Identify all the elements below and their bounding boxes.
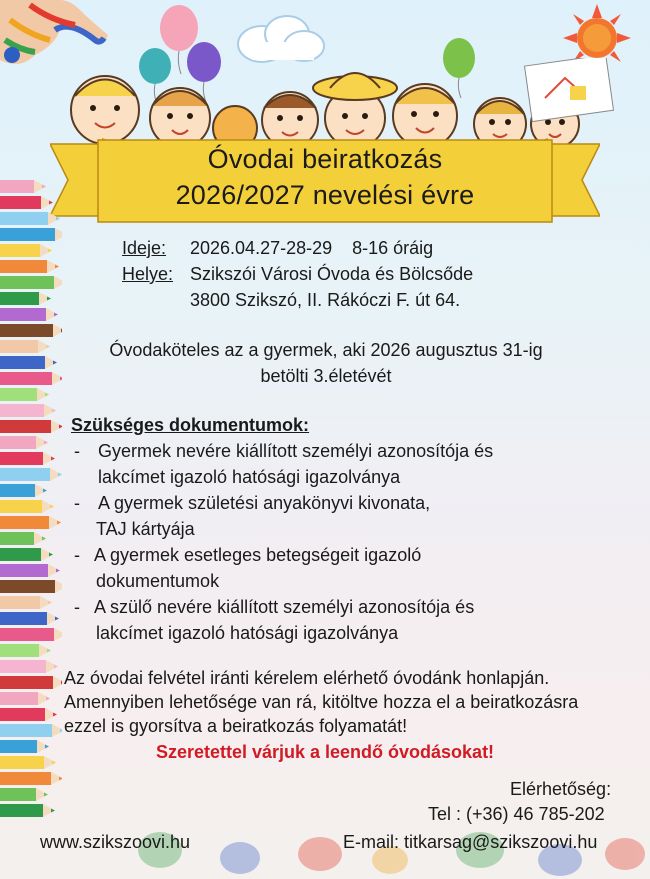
pencil [0,356,45,369]
pencil-lead [55,617,59,621]
list-item-line1: Gyermek nevére kiállított személyi azonosítója és [98,441,494,461]
list-item-line2: lakcímet igazoló hatósági igazolványa [98,467,401,487]
contact-phone[interactable]: Tel : (+36) 46 785-202 [428,804,605,824]
list-item-line2: lakcímet igazoló hatósági igazolványa [96,623,399,643]
pencil-lead [53,361,57,365]
pencil [0,420,51,433]
pencil [0,292,39,305]
pencil-lead [54,313,58,317]
pencil-lead [42,185,46,189]
pencil-lead [47,649,51,653]
pencil-tip [54,276,62,289]
place-value-name: Szikszói Városi Óvoda és Bölcsőde [190,264,474,284]
info-line-3: ezzel is gyorsítva a beiratkozás folyamatát! [64,716,408,736]
pencil [0,404,44,417]
pencil [0,468,50,481]
pencil-lead [45,745,49,749]
pencil [0,628,54,641]
welcome-text: Szeretettel várjuk a leendő óvodásokat! [155,742,495,762]
pencil-tip [55,228,62,241]
pencil [0,500,42,513]
obligation-line-2: betölti 3.életévét [260,366,392,386]
title-line-2: 2026/2027 nevelési évre [175,180,475,210]
pencil-lead [48,601,52,605]
pencil [0,548,41,561]
pencil-lead [59,777,62,781]
pencil-lead [53,713,57,717]
pencil [0,340,38,353]
pencil [0,612,47,625]
pencil-lead [60,377,62,381]
pencil-lead [51,809,55,813]
pencil-tip [53,676,62,689]
pencil [0,276,54,289]
pencil-lead [61,681,62,685]
list-item-line1: A gyermek esetleges betegségeit igazoló [94,545,422,565]
pencil-lead [58,473,62,477]
pencil [0,756,44,769]
list-dash: - [74,441,80,461]
pencil [0,804,43,817]
list-item-line2: dokumentumok [96,571,220,591]
pencil-lead [52,409,56,413]
pencil [0,564,48,577]
pencil [0,724,52,737]
pencil-lead [52,761,56,765]
pencil [0,260,47,273]
pencil-lead [61,329,62,333]
pencil [0,452,43,465]
pencil-lead [46,697,50,701]
list-dash: - [74,545,80,565]
pencil [0,596,40,609]
website-link[interactable]: www.szikszoovi.hu [40,832,191,852]
pencil [0,436,36,449]
pencil-lead [56,569,60,573]
pencil [0,484,35,497]
pencil [0,708,45,721]
pencil-lead [60,729,62,733]
pencil-lead [51,457,55,461]
pencil [0,788,36,801]
pencil-lead [57,521,61,525]
pencils-illustration [0,180,62,820]
pencil [0,772,51,785]
pencil [0,676,53,689]
pencil-lead [46,345,50,349]
pencil [0,372,52,385]
place-value-address: 3800 Szikszó, II. Rákóczi F. út 64. [190,290,461,310]
pencil-lead [59,425,62,429]
obligation-text [70,339,582,388]
info-line-2: Amennyiben lehetősége van rá, kitöltve hozza el a beiratkozásra [64,692,579,712]
pencil-lead [45,393,49,397]
list-dash: - [74,493,80,513]
pencil-lead [49,201,53,205]
place-label: Helye: [122,264,174,284]
pencil [0,644,39,657]
pencil-lead [43,489,47,493]
obligation-line-1: Óvodaköteles az a gyermek, aki 2026 augusztus 31-ig [109,340,543,360]
pencil-lead [42,537,46,541]
page-title [100,141,550,221]
pencil-lead [49,553,53,557]
list-item-line1: A szülő nevére kiállított személyi azonosítója és [94,597,475,617]
pencil-lead [56,217,60,221]
pencil [0,180,34,193]
info-line-1: Az óvodai felvétel iránti kérelem elérhető óvodánk honlapján. [64,668,550,688]
pencil [0,196,41,209]
cloud-icon [232,12,328,64]
pencil [0,660,46,673]
list-dash: - [74,597,80,617]
date-label: Ideje: [122,238,167,258]
pencil-lead [44,441,48,445]
info-text [64,666,624,738]
pencil-tip [54,628,62,641]
pencil-lead [50,505,54,509]
pencil [0,308,46,321]
title-line-1: Óvodai beiratkozás [207,144,443,174]
pencil-lead [54,665,58,669]
date-value: 2026.04.27-28-29 8-16 óráig [190,238,434,258]
contact-email[interactable]: E-mail: titkarsag@szikszoovi.hu [343,832,598,852]
pencil [0,740,37,753]
pencil [0,516,49,529]
pencil-tip [55,580,62,593]
list-item-line1: A gyermek születési anyakönyvi kivonata, [98,493,431,513]
pencil [0,212,48,225]
pencil-lead [47,297,51,301]
pencil [0,580,55,593]
list-item-line2: TAJ kártyája [96,519,195,539]
pencil-lead [44,793,48,797]
pencil [0,228,55,241]
pencil-tip [53,324,62,337]
pencil [0,692,38,705]
contact-label: Elérhetőség: [510,779,612,799]
pencil [0,388,37,401]
pencil-lead [48,249,52,253]
pencil [0,532,34,545]
pencil-lead [55,265,59,269]
pencil [0,324,53,337]
documents-heading: Szükséges dokumentumok: [71,415,310,435]
pencil [0,244,40,257]
